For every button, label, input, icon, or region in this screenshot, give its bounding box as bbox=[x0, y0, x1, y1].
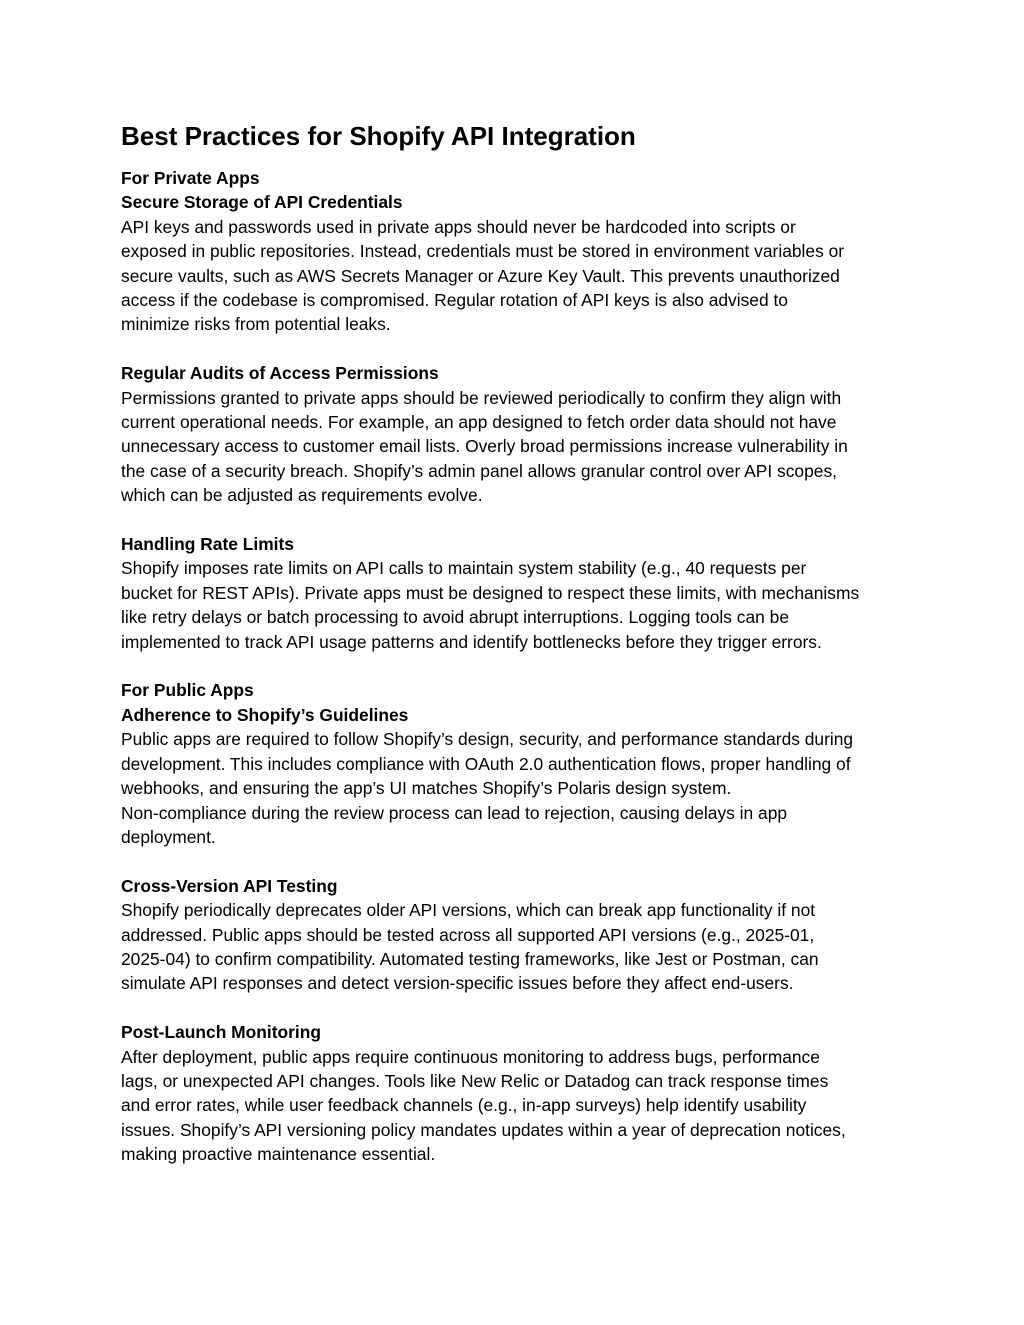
section-heading: Post-Launch Monitoring bbox=[121, 1022, 321, 1043]
paragraph-line: Public apps are required to follow Shopify’s design, security, and performance standards during bbox=[121, 729, 854, 750]
paragraph-spacer bbox=[121, 337, 911, 361]
paragraph-line: Permissions granted to private apps should be reviewed periodically to confirm they align with bbox=[121, 387, 842, 408]
paragraph-line: minimize risks from potential leaks. bbox=[121, 314, 391, 335]
paragraph-line: Shopify imposes rate limits on API calls to maintain system stability (e.g., 40 requests per bbox=[121, 558, 807, 579]
paragraph-line: addressed. Public apps should be tested across all supported API versions (e.g., 2025-01, bbox=[121, 924, 815, 945]
paragraph-spacer bbox=[121, 508, 911, 532]
paragraph-line: Non-compliance during the review process can lead to rejection, causing delays in app bbox=[121, 802, 788, 823]
paragraph-line: After deployment, public apps require continuous monitoring to address bugs, performance bbox=[121, 1046, 820, 1067]
section-heading: Handling Rate Limits bbox=[121, 534, 294, 555]
paragraph-line: issues. Shopify’s API versioning policy mandates updates within a year of deprecation notices, bbox=[121, 1119, 846, 1140]
paragraph-line: which can be adjusted as requirements evolve. bbox=[121, 485, 483, 506]
paragraph-line: secure vaults, such as AWS Secrets Manager or Azure Key Vault. This prevents unauthorized bbox=[121, 265, 840, 286]
paragraph-line: current operational needs. For example, an app designed to fetch order data should not have bbox=[121, 412, 837, 433]
paragraph-line: unnecessary access to customer email lists. Overly broad permissions increase vulnerability in bbox=[121, 436, 848, 457]
paragraph-spacer bbox=[121, 654, 911, 678]
page-title: Best Practices for Shopify API Integration bbox=[121, 121, 636, 151]
section-heading: Regular Audits of Access Permissions bbox=[121, 363, 439, 384]
paragraph-line: simulate API responses and detect version-specific issues before they affect end-users. bbox=[121, 973, 794, 994]
paragraph-line: and error rates, while user feedback channels (e.g., in-app surveys) help identify usability bbox=[121, 1095, 807, 1116]
paragraph-line: deployment. bbox=[121, 826, 216, 847]
paragraph-line: bucket for REST APIs). Private apps must be designed to respect these limits, with mechanisms bbox=[121, 582, 860, 603]
private-apps-heading: For Private Apps bbox=[121, 168, 260, 188]
paragraph-line: making proactive maintenance essential. bbox=[121, 1144, 436, 1165]
section-heading: Secure Storage of API Credentials bbox=[121, 192, 403, 213]
paragraph-line: webhooks, and ensuring the app’s UI matches Shopify’s Polaris design system. bbox=[121, 778, 732, 799]
paragraph-line: like retry delays or batch processing to avoid abrupt interruptions. Logging tools can be bbox=[121, 607, 789, 628]
paragraph-line: the case of a security breach. Shopify’s admin panel allows granular control over API scopes, bbox=[121, 460, 837, 481]
section-heading: Cross-Version API Testing bbox=[121, 875, 338, 896]
document-body bbox=[121, 118, 911, 1167]
paragraph-line: exposed in public repositories. Instead, credentials must be stored in environment variables or bbox=[121, 241, 845, 262]
paragraph-line: API keys and passwords used in private apps should never be hardcoded into scripts or bbox=[121, 216, 796, 237]
paragraph-line: access if the codebase is compromised. Regular rotation of API keys is also advised to bbox=[121, 290, 788, 311]
section-heading: Adherence to Shopify’s Guidelines bbox=[121, 704, 409, 725]
paragraph-spacer bbox=[121, 849, 911, 873]
paragraph-line: 2025-04) to confirm compatibility. Automated testing frameworks, like Jest or Postman, can bbox=[121, 948, 819, 969]
public-apps-heading: For Public Apps bbox=[121, 680, 254, 701]
paragraph-line: implemented to track API usage patterns and identify bottlenecks before they trigger errors. bbox=[121, 631, 822, 652]
paragraph-line: development. This includes compliance with OAuth 2.0 authentication flows, proper handling of bbox=[121, 753, 851, 774]
paragraph-line: Shopify periodically deprecates older API versions, which can break app functionality if not bbox=[121, 900, 816, 921]
paragraph-spacer bbox=[121, 996, 911, 1020]
paragraph-line: lags, or unexpected API changes. Tools like New Relic or Datadog can track response times bbox=[121, 1070, 829, 1091]
